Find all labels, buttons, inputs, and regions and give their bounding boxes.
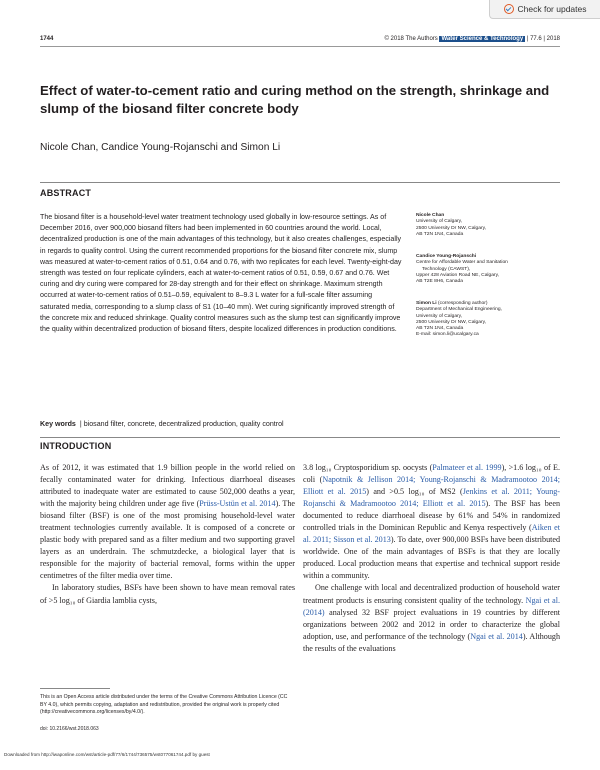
text-run: ). Although the results of the evaluations [303, 631, 560, 653]
abstract-heading: ABSTRACT [40, 188, 92, 198]
citation-link[interactable]: Jenkins et al. 2011; Young-Rojanschi & Madramootoo 2014; Elliott et al. 2015 [303, 487, 561, 509]
affiliation-line: 2500 University Dr NW, Calgary, [416, 225, 487, 231]
text-run: As of 2012, it was estimated that 1.9 billion people in the world relied on fecally contaminated water for drinking. Infectious diarrhoeal diseases attributed to inadequate water are estimated to cause 502,000 deaths a year, with the majority being children under age five ( [40, 463, 295, 509]
footnote-divider [40, 688, 110, 689]
affiliation-2 [416, 254, 566, 285]
journal-info [384, 36, 560, 42]
citation-link[interactable]: Aiken et al. 2011; Sisson et al. 2013 [303, 523, 560, 545]
affiliation-line: Department of Mechanical Engineering, [416, 307, 502, 313]
affiliation-line: Centre for Affordable Water and Sanitation [416, 260, 508, 266]
text-run: One challenge with local and decentralized production of household water treatment products is ensuring consistent quality of the technology. [303, 583, 560, 605]
text-run: 3.8 log₁₀ Cryptosporidium sp. oocysts ( [303, 463, 433, 472]
affiliation-1 [416, 213, 566, 238]
affiliation-line: AB T2E 8H6, Canada [416, 279, 463, 285]
intro-left-column [40, 462, 295, 607]
citation-link[interactable]: Ngai et al. 2014 [470, 631, 523, 641]
copyright: © 2018 The Authors [384, 36, 438, 42]
text-run: ). The biosand filter (BSF) is one of the most promising household-level water treatment technologies currently available. It is composed of a concrete or plastic body with prepared sand as a filter medium and two supporting gravel layers as an underdrain. The schmutzdecke, a biological layer that is responsible for the majority of bacterial removal, forms within the upper centimetres of the filter media over time. [40, 499, 296, 581]
paragraph [303, 462, 560, 582]
check-updates-icon [504, 4, 514, 14]
keywords [40, 419, 402, 429]
abstract-text: The biosand filter is a household-level water treatment technology used globally in low-resource settings. As of December 2016, over 900,000 biosand filters had been implemented in 60 countries around the world. Local, decentralized production is one of the main advantages of this technology, but it also creates challenges, especially in regards to quality control. Using the current recommended proportions for the biosand filter concrete mix, slump was measured at water-to-cement ratios of 0.51, 0.64 and 0.76, with two replicates for each level. Twenty-eight-day strength was tested on four replicate cylinders, each at water-to-cement ratios of 0.51, 0.59, 0.67 and 0.76. Wet curing and dry curing were compared for 28-day strength and for their effect on shrinkage. Maximum strength occurred at water-to-cement ratios of 0.51–0.59, equivalent to 8–9.3 L water for a full-scale filter assuming saturated media, corresponding to a slump class of S1 (10–40 mm). Wet curing significantly improved strength of the concrete mix and reduced shrinkage. Quality control measures such as the slump test can significantly improve the quality within decentralized production of biosand filters, despite localized differences in production conditions. [40, 213, 402, 334]
affiliation-line: AB T2N 1N4, Canada [416, 326, 464, 332]
affiliation-name: Nicole Chan [416, 213, 445, 218]
affiliation-line: 2500 University Dr NW, Calgary, [416, 319, 487, 325]
citation-link[interactable]: Prüss-Ustün et al. 2014 [199, 499, 276, 509]
citation-link[interactable]: Palmateer et al. 1999 [432, 463, 502, 472]
paragraph [303, 582, 560, 654]
journal-name[interactable]: Water Science & Technology [441, 36, 524, 42]
paragraph [40, 462, 295, 582]
affiliation-line: University of Calgary, [416, 313, 463, 319]
intro-right-column [303, 462, 560, 655]
page-number: 1744 [40, 36, 54, 42]
volume-issue: | 77.6 | 2018 [526, 36, 560, 42]
keywords-text: | biosand filter, concrete, decentralized production, quality control [79, 420, 284, 428]
download-note: Downloaded from http://iwaponline.com/wst/article-pdf/77/6/1744/736575/wst077061744.pdf by guest [4, 752, 210, 757]
text-run: ) and >0.5 log₁₀ of MS2 ( [366, 487, 463, 497]
affiliation-line: University of Calgary, [416, 219, 463, 225]
text-run: analysed 32 BSF project evaluations in 19 countries by different organizations between 2002 and 2012 in order to characterize the global adoption, use, and performance of the technology ( [303, 607, 560, 641]
affiliation-line: AB T2N 1N4, Canada [416, 231, 464, 237]
paragraph: In laboratory studies, BSFs have been shown to have mean removal rates of >5 log₁₀ of Giardia lamblia cysts, [40, 583, 295, 605]
citation-link[interactable]: Napotnik & Jellison 2014; Young-Rojanschi & Madramootoo 2014; Elliott et al. 2015 [303, 475, 561, 497]
affiliation-line: Technology (CAWST), [422, 266, 471, 272]
divider [40, 437, 560, 438]
affiliation-email[interactable]: E-mail: simon.li@ucalgary.ca [416, 332, 479, 338]
divider [40, 182, 560, 183]
text-run: ). To date, over 900,000 BSFs have been distributed worldwide. One of the main advantages of BSFs is that they are locally produced. Local production means that expertise and technical support reside within a community. [303, 535, 560, 581]
check-for-updates-button[interactable] [489, 0, 600, 19]
affiliation-name: Candice Young-Rojanschi [416, 254, 477, 259]
affiliation-name: Simon Li [416, 301, 437, 306]
citation-link[interactable]: Ngai et al. (2014) [303, 595, 560, 617]
affiliation-3 [416, 301, 566, 339]
article-title: Effect of water-to-cement ratio and curing method on the strength, shrinkage and slump of the biosand filter concrete body [40, 83, 550, 116]
affiliation-line: Upper 428 Aviation Road NE, Calgary, [416, 272, 500, 278]
keywords-label: Key words [40, 420, 76, 428]
affiliation-role: (corresponding author) [436, 301, 488, 306]
text-run: ), >1.6 log₁₀ of E. coli ( [303, 463, 560, 485]
author-list: Nicole Chan, Candice Young-Rojanschi and Simon Li [40, 142, 281, 153]
text-run: ). The BSF has been documented to reduce diarrhoeal disease by 61% and 54% in randomized controlled trials in the Dominican Republic and Kenya respectively ( [303, 499, 561, 533]
running-header [40, 34, 560, 47]
introduction-heading: INTRODUCTION [40, 441, 112, 451]
doi[interactable]: doi: 10.2166/wst.2018.063 [40, 726, 99, 732]
license-note: This is an Open Access article distributed under the terms of the Creative Commons Attribution Licence (CC BY 4.0), which permits copying, adaptation and redistribution, provided the original work is properly cited (http://creativecommons.org/licenses/by/4.0/). [40, 694, 288, 715]
check-updates-label: Check for updates [517, 4, 587, 14]
